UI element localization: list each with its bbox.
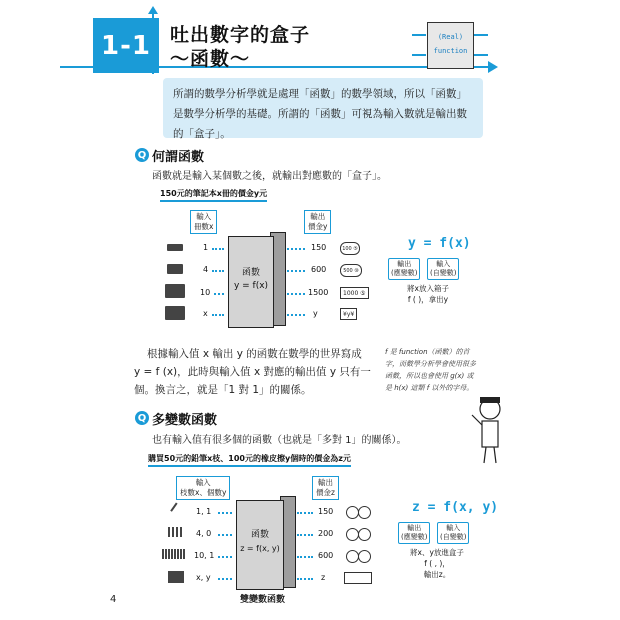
section1-caption: 150元的筆記本x冊的價金y元 <box>160 188 267 202</box>
tag-input-2-line2: (自變數) <box>440 533 467 541</box>
input-label-2-line1: 輸入 <box>195 478 211 487</box>
formula-y: y = f(x) <box>408 236 471 251</box>
output-value: 150 <box>311 243 327 252</box>
output-arrow <box>287 248 305 250</box>
output-value: 1500 <box>308 288 329 297</box>
magnifier-icon: Q <box>135 411 149 425</box>
side-note: f 是 function（函數）的首字，而數學分析學會使用很多函數，所以也會使用 g(x) 或是 h(x) 這類 f 以外的字母。 <box>385 348 476 392</box>
output-arrow <box>287 270 305 272</box>
output-arrow-2 <box>297 512 313 514</box>
pencil-icon <box>170 502 186 517</box>
input-arrow <box>212 248 224 250</box>
coin-icon: 100 ⑤ <box>340 242 360 255</box>
tag-input-2-line1: 輸入 <box>446 524 461 532</box>
pencils-x-icon <box>168 571 184 583</box>
input-value-2: 4, 0 <box>196 529 212 538</box>
input-value-2: x, y <box>196 573 211 582</box>
magnifier-icon: Q <box>135 148 149 162</box>
section2-title: 多變數函數 <box>152 413 218 428</box>
notebook-x-icon <box>165 306 185 320</box>
section2-definition: 也有輸入值有很多個的函數（也就是「多對 1」的關係）。 <box>152 435 407 446</box>
input-arrow <box>214 293 224 295</box>
para-line3: 個。換言之，就是「1 對 1」的關係。 <box>134 384 312 396</box>
input-arrow-2 <box>218 512 232 514</box>
fbox-output-arrow <box>474 34 488 36</box>
input-value: x <box>203 309 208 318</box>
input-value-2: 1, 1 <box>196 507 212 516</box>
output-value: 600 <box>311 265 327 274</box>
function-box-2-formula: z = f(x, y) <box>240 544 280 553</box>
note-2 <box>392 547 482 580</box>
input-arrow-2 <box>218 534 232 536</box>
input-label-line2: 冊數x <box>194 222 214 231</box>
output-label-2-line1: 輸出 <box>317 478 333 487</box>
output-arrow-2 <box>297 556 313 558</box>
tag-input <box>427 258 459 280</box>
note-2-line3: 輸出z。 <box>423 570 451 579</box>
function-box-illustration <box>427 22 474 69</box>
function-box-2 <box>236 500 284 590</box>
bill-icon: 1000 ⑤ <box>340 287 369 299</box>
fbox-output-arrow <box>474 54 488 56</box>
input-arrow-2 <box>218 556 232 558</box>
coin-icon <box>358 528 371 541</box>
notebook-pile-icon <box>165 284 185 298</box>
section1-definition: 函數就是輸入某個數之後，就輸出對應數的「盒子」。 <box>152 171 387 182</box>
para-line1: 根據輸入值 x 輸出 y 的函數在數學的世界寫成 <box>147 348 362 360</box>
para-line2: y = f (x)，此時與輸入值 x 對應的輸出值 y 只有一 <box>134 366 371 378</box>
tag-output-line2: (應變數) <box>391 269 418 277</box>
coin-icon <box>358 506 371 519</box>
output-value: y <box>313 309 318 318</box>
tag-output-2-line2: (應變數) <box>401 533 428 541</box>
output-label-line1: 輸出 <box>310 212 326 221</box>
pencils-bundle-icon <box>162 549 186 559</box>
section2-caption: 購買50元的鉛筆x枝、100元的橡皮擦y個時的價金為z元 <box>148 453 351 467</box>
output-value-2: z <box>321 573 326 582</box>
notebook-stack-icon <box>167 264 183 274</box>
output-label-2-line2: 價金z <box>316 488 335 497</box>
function-box <box>228 236 274 328</box>
fbox-label-function: function <box>433 47 468 55</box>
box-caption: 雙變數函數 <box>240 595 286 605</box>
coin-icon <box>358 550 371 563</box>
money-z-icon <box>344 572 372 584</box>
tag-output-2-line1: 輸出 <box>407 524 422 532</box>
output-value-2: 600 <box>318 551 334 560</box>
input-label-2-line2: 枝數x、個數y <box>180 488 227 497</box>
tag-output-line1: 輸出 <box>397 260 412 268</box>
note-2-line2: f ( , )， <box>424 559 450 568</box>
input-arrow <box>212 270 224 272</box>
tag-input-line2: (自變數) <box>430 269 457 277</box>
notebook-icon <box>167 244 183 251</box>
output-label-2 <box>312 476 339 500</box>
note-1-line2: f ( )，拿出y <box>407 295 449 304</box>
header-up-arrowhead <box>148 6 158 14</box>
intro-box: 所謂的數學分析學就是處理「函數」的數學領域，所以「函數」是數學分析學的基礎。所謂的「函數」可視為輸入數就是輸出數的「盒子」。 <box>163 78 483 138</box>
money-y-icon: ¥y¥ <box>340 308 357 320</box>
section1-title: 何謂函數 <box>152 150 205 165</box>
function-box-label: 函數 <box>241 268 260 278</box>
input-value: 4 <box>203 265 209 274</box>
function-box-2-label: 函數 <box>250 530 269 540</box>
header-arrowhead <box>488 61 498 73</box>
page-title-line1: 吐出數字的盒子 <box>170 24 311 46</box>
tag-output <box>388 258 420 280</box>
output-arrow <box>287 314 305 316</box>
tag-output-2 <box>398 522 430 544</box>
fbox-input-arrow <box>412 34 426 36</box>
note-1-line1: 將x放入箱子 <box>407 284 449 293</box>
tag-input-2 <box>437 522 469 544</box>
output-arrow <box>287 293 305 295</box>
pencils-icon <box>168 527 182 537</box>
coin-icon: 500 ⑩ <box>340 264 362 277</box>
page-title-line2: ～函數～ <box>170 48 251 70</box>
input-label-line1: 輸入 <box>196 212 212 221</box>
output-label-line2: 價金y <box>308 222 328 231</box>
input-arrow-2 <box>218 578 232 580</box>
output-arrow-2 <box>297 534 313 536</box>
note-2-line1: 將x、y放進盒子 <box>410 548 464 557</box>
page-number: 4 <box>110 594 117 605</box>
note-1 <box>388 283 468 305</box>
tag-input-line1: 輸入 <box>436 260 451 268</box>
output-arrow-2 <box>297 578 313 580</box>
formula-z: z = f(x, y) <box>412 500 499 515</box>
input-arrow <box>212 314 224 316</box>
output-value-2: 150 <box>318 507 334 516</box>
function-box-formula: y = f(x) <box>233 281 269 291</box>
fbox-input-arrow <box>412 54 426 56</box>
input-label <box>190 210 217 234</box>
output-label <box>304 210 331 234</box>
input-value: 10 <box>200 288 211 297</box>
input-value-2: 10, 1 <box>194 551 215 560</box>
fbox-label-real: (Real) <box>437 33 464 41</box>
section-number-box: 1-1 <box>93 18 159 73</box>
input-label-2 <box>176 476 230 500</box>
input-value: 1 <box>203 243 209 252</box>
output-value-2: 200 <box>318 529 334 538</box>
character-illustration <box>470 395 510 465</box>
